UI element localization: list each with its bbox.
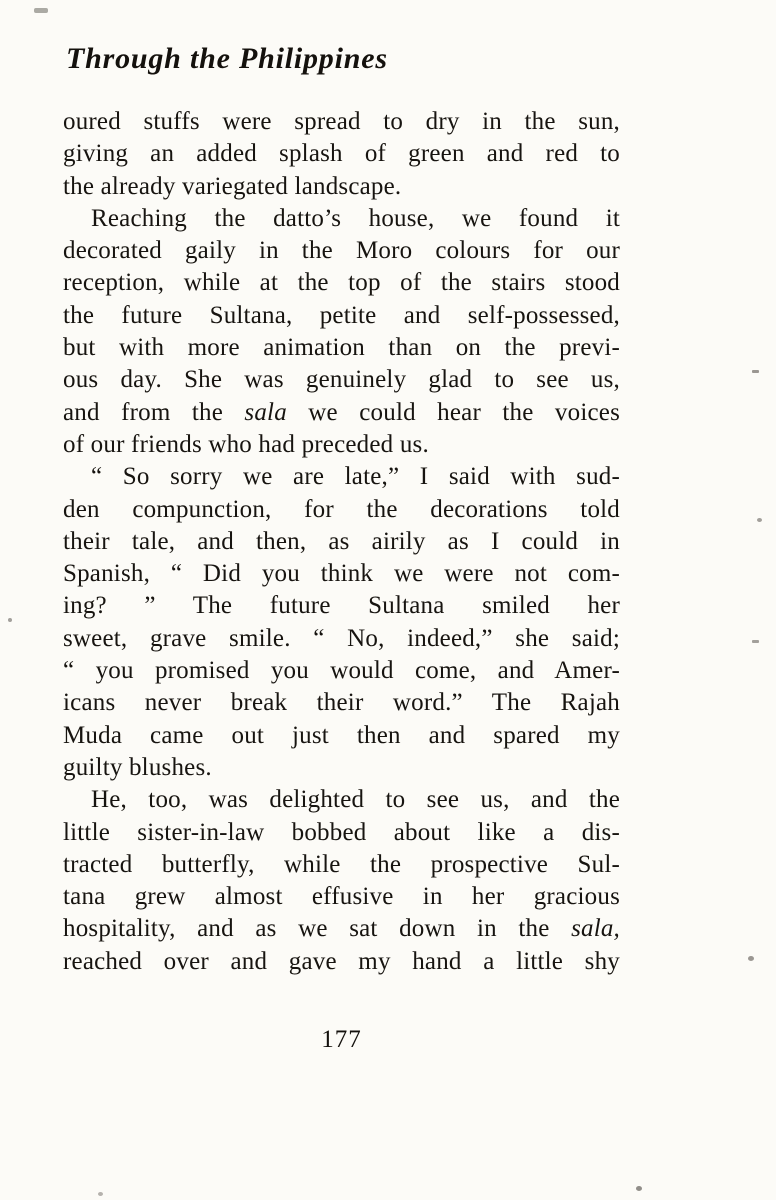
text-line	[63, 461, 620, 493]
text-segment: icans never break their word.” The Rajah	[63, 689, 620, 717]
text-segment: we could hear the voices	[286, 398, 620, 426]
text-segment: tracted butterfly, while the prospective Sul-	[63, 850, 620, 878]
text-segment: “ you promised you would come, and Amer-	[63, 657, 620, 685]
scan-speck	[34, 8, 48, 13]
text-line	[63, 429, 620, 461]
text-line	[63, 946, 620, 978]
scan-speck	[636, 1186, 642, 1191]
scan-speck	[748, 956, 754, 961]
scan-speck	[752, 370, 759, 373]
text-segment: Spanish, “ Did you think we were not com-	[63, 560, 620, 588]
text-line	[63, 849, 620, 881]
text-segment: reached over and gave my hand a little shy	[63, 947, 620, 975]
text-line	[63, 332, 620, 364]
text-segment: their tale, and then, as airily as I could in	[63, 527, 620, 555]
text-line	[63, 171, 620, 203]
paragraph	[63, 784, 620, 978]
text-line	[63, 655, 620, 687]
text-segment: of our friends who had preceded us.	[63, 430, 429, 458]
italic-text: sala	[244, 398, 287, 426]
text-segment: the future Sultana, petite and self-possessed,	[63, 301, 620, 329]
text-segment: and from the	[63, 398, 245, 426]
scan-speck	[752, 640, 759, 643]
text-line	[63, 752, 620, 784]
page-number: 177	[321, 1026, 362, 1053]
text-line	[63, 784, 620, 816]
text-line	[63, 623, 620, 655]
text-segment: tana grew almost effusive in her gracious	[63, 883, 620, 911]
text-line	[63, 687, 620, 719]
text-segment: reception, while at the top of the stairs stood	[63, 269, 620, 297]
text-segment: but with more animation than on the previ-	[63, 334, 620, 362]
text-line	[63, 526, 620, 558]
italic-text: sala,	[571, 915, 620, 943]
text-line	[63, 590, 620, 622]
text-segment: oured stuffs were spread to dry in the sun,	[63, 108, 620, 135]
scan-speck	[8, 618, 12, 622]
text-line	[63, 364, 620, 396]
text-line	[63, 106, 620, 138]
paragraph	[63, 106, 620, 203]
text-line	[63, 235, 620, 267]
text-line	[63, 494, 620, 526]
text-line	[63, 720, 620, 752]
text-line	[63, 267, 620, 299]
text-segment: den compunction, for the decorations told	[63, 495, 620, 523]
text-line	[63, 913, 620, 945]
text-line	[63, 300, 620, 332]
text-segment: guilty blushes.	[63, 753, 212, 781]
text-line	[63, 817, 620, 849]
scan-speck	[757, 518, 762, 522]
text-line	[63, 881, 620, 913]
paragraph	[63, 461, 620, 784]
text-segment: He, too, was delighted to see us, and the	[91, 786, 620, 814]
page-body	[63, 106, 620, 978]
text-segment: Muda came out just then and spared my	[63, 721, 620, 749]
text-segment: hospitality, and as we sat down in the	[63, 915, 572, 943]
text-segment: giving an added splash of green and red to	[63, 140, 620, 168]
text-segment: little sister-in-law bobbed about like a dis-	[63, 818, 620, 846]
text-line	[63, 203, 620, 235]
running-header: Through the Philippines	[66, 42, 388, 75]
text-segment: “ So sorry we are late,” I said with sud-	[91, 463, 620, 491]
text-segment: Reaching the datto’s house, we found it	[91, 204, 620, 232]
text-line	[63, 558, 620, 590]
text-line	[63, 397, 620, 429]
text-segment: ous day. She was genuinely glad to see us,	[63, 366, 620, 394]
paragraph	[63, 203, 620, 461]
scan-speck	[98, 1192, 103, 1196]
text-segment: the already variegated landscape.	[63, 172, 402, 200]
text-segment: sweet, grave smile. “ No, indeed,” she said;	[63, 624, 620, 652]
text-segment: decorated gaily in the Moro colours for our	[63, 237, 620, 265]
text-line	[63, 138, 620, 170]
text-segment: ing? ” The future Sultana smiled her	[63, 592, 620, 620]
